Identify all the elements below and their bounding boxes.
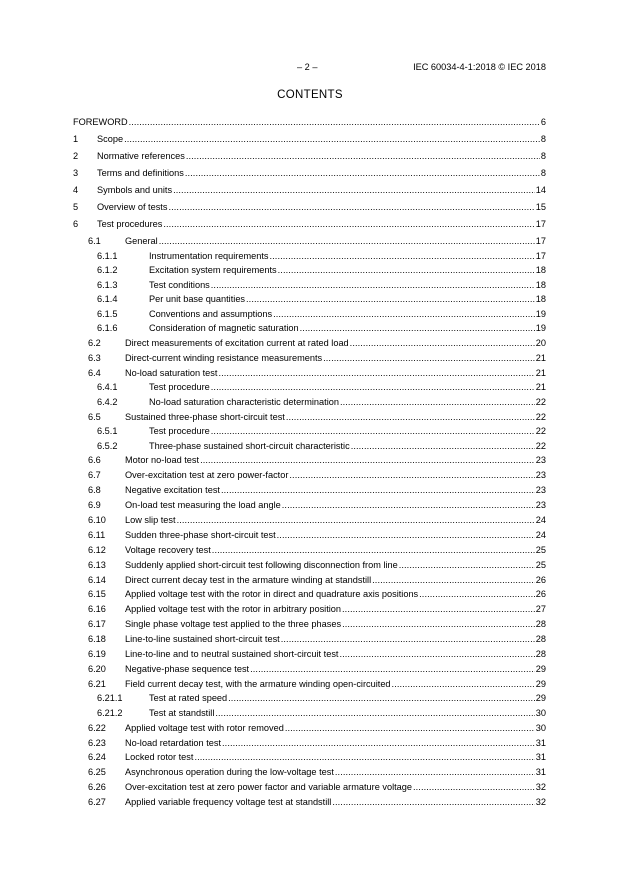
dot-leader [282, 500, 535, 511]
toc-entry-number: 6.16 [88, 604, 106, 615]
toc-entry-number: 6.20 [88, 663, 106, 674]
toc-entry-page: 28 [535, 619, 546, 630]
toc-entry[interactable] [73, 556, 546, 571]
toc-entry-title: Sudden three-phase short-circuit test [125, 529, 276, 540]
toc-entry-number: 6.5 [88, 411, 101, 422]
toc-entry-page: 28 [535, 649, 546, 660]
toc-entry-number: 6.27 [88, 797, 106, 808]
toc-entry-title: Test at rated speed [149, 693, 228, 704]
toc-entry-title: Overview of tests [97, 202, 168, 212]
toc-entry-number: 6.3 [88, 352, 101, 363]
dot-leader [177, 515, 535, 526]
toc-entry-page: 25 [535, 544, 546, 555]
toc-entry[interactable] [73, 481, 546, 496]
dot-leader [186, 151, 540, 162]
toc-entry-title: Terms and definitions [97, 168, 184, 178]
toc-entry-title: Direct-current winding resistance measurements [125, 352, 323, 363]
toc-entry-page: 6 [540, 117, 546, 127]
toc-entry-title: Over-excitation test at zero power-factor [125, 470, 289, 481]
toc-entry-page: 23 [535, 455, 546, 466]
toc-entry-page: 32 [535, 782, 546, 793]
toc-entry-page: 29 [535, 663, 546, 674]
dot-leader [340, 397, 535, 408]
toc-entry-number: 6.4.1 [97, 382, 118, 393]
toc-entry-page: 30 [535, 722, 546, 733]
toc-entry-page: 31 [535, 737, 546, 748]
toc-entry-number: 6.1.1 [97, 250, 118, 261]
toc-entry-number: 6.21.1 [97, 693, 123, 704]
toc-entry-number: 6.9 [88, 500, 101, 511]
toc-entry[interactable] [73, 349, 546, 364]
toc-entry-title: Negative excitation test [125, 485, 220, 496]
toc-entry[interactable] [73, 230, 546, 247]
toc-entry-number: 6.26 [88, 782, 106, 793]
toc-entry-page: 29 [535, 678, 546, 689]
toc-entry-page: 32 [535, 797, 546, 808]
toc-entry-number: 6.1.6 [97, 323, 118, 333]
dot-leader [222, 738, 535, 749]
toc-entry-title: Applied voltage test with rotor removed [125, 722, 284, 733]
toc-entry[interactable] [73, 615, 546, 630]
dot-leader [168, 202, 534, 213]
toc-entry-number: 6.18 [88, 634, 106, 645]
toc-entry-title: Applied variable frequency voltage test at standstill [125, 797, 332, 808]
dot-leader [218, 368, 534, 379]
dot-leader [342, 604, 535, 615]
toc-entry-page: 21 [535, 367, 546, 378]
toc-entry[interactable] [73, 408, 546, 423]
toc-entry-number: 6.19 [88, 649, 106, 660]
toc-entry[interactable] [73, 749, 546, 764]
toc-entry[interactable] [73, 763, 546, 778]
toc-entry-page: 14 [535, 185, 546, 195]
dot-leader [163, 219, 534, 230]
dot-leader [228, 693, 535, 704]
toc-entry[interactable] [73, 320, 546, 335]
toc-entry-title: Test procedure [149, 382, 210, 393]
dot-leader [339, 649, 534, 660]
dot-leader [212, 545, 535, 556]
dot-leader [332, 797, 534, 808]
toc-entry-title: Over-excitation test at zero power factor and variable armature voltage [125, 782, 412, 793]
dot-leader [413, 782, 535, 793]
toc-entry-title: Negative-phase sequence test [125, 663, 250, 674]
toc-entry-title: Low slip test [125, 515, 176, 526]
toc-entry-title: Voltage recovery test [125, 544, 211, 555]
dot-leader [215, 708, 534, 719]
dot-leader [289, 470, 534, 481]
toc-entry-number: 3 [73, 168, 79, 178]
toc-entry-title: Test at standstill [149, 707, 215, 718]
toc-entry-title: Excitation system requirements [149, 265, 277, 275]
toc-entry[interactable] [73, 466, 546, 481]
toc-entry[interactable] [73, 511, 546, 526]
toc-entry[interactable] [73, 128, 546, 145]
toc-entry-page: 19 [535, 323, 546, 333]
standard-reference: IEC 60034-4-1:2018 © IEC 2018 [413, 62, 546, 72]
toc-entry-title: Line-to-line and to neutral sustained short-circuit test [125, 649, 339, 660]
dot-leader [286, 412, 535, 423]
toc-entry[interactable] [73, 162, 546, 179]
toc-entry-title: No-load retardation test [125, 737, 222, 748]
toc-entry[interactable] [73, 305, 546, 320]
dot-leader [211, 280, 535, 291]
toc-entry[interactable] [73, 645, 546, 660]
toc-entry-number: 4 [73, 185, 79, 195]
toc-entry-number: 6.1.4 [97, 294, 118, 304]
toc-entry-page: 18 [535, 294, 546, 304]
dot-leader [351, 441, 535, 452]
toc-entry[interactable] [73, 145, 546, 162]
toc-entry-number: 6.1.2 [97, 265, 118, 275]
toc-entry-title: No-load saturation test [125, 367, 218, 378]
toc-entry[interactable] [73, 571, 546, 586]
toc-entry-title: Test procedures [97, 219, 163, 229]
toc-entry-title: Direct measurements of excitation current at rated load [125, 337, 349, 348]
toc-entry-page: 31 [535, 752, 546, 763]
toc-entry-number: 6.22 [88, 722, 106, 733]
dot-leader [335, 767, 535, 778]
page-title: CONTENTS [277, 89, 343, 101]
dot-leader [277, 530, 535, 541]
toc-entry[interactable] [73, 496, 546, 511]
toc-entry[interactable] [73, 437, 546, 452]
toc-entry-number: 6.14 [88, 574, 106, 585]
dot-leader [221, 485, 535, 496]
toc-entry-number: 6.4 [88, 367, 101, 378]
dot-leader [194, 752, 534, 763]
toc-entry-title: On-load test measuring the load angle [125, 500, 281, 511]
toc-entry[interactable] [73, 778, 546, 793]
toc-entry-number: 6.10 [88, 515, 106, 526]
toc-entry-number: 6.6 [88, 455, 101, 466]
dot-leader [270, 251, 535, 262]
toc-entry[interactable] [73, 675, 546, 690]
toc-entry-title: Three-phase sustained short-circuit characteristic [149, 440, 350, 451]
toc-entry[interactable] [73, 526, 546, 541]
toc-entry-page: 26 [535, 589, 546, 600]
toc-entry[interactable] [73, 111, 546, 128]
toc-entry-title: Symbols and units [97, 185, 173, 195]
toc-entry-page: 28 [535, 634, 546, 645]
toc-entry-title: Conventions and assumptions [149, 308, 273, 319]
toc-entry-number: 6.12 [88, 544, 106, 555]
toc-entry[interactable] [73, 734, 546, 749]
toc-entry-title: Sustained three-phase short-circuit test [125, 411, 285, 422]
dot-leader [285, 723, 535, 734]
toc-entry-number: 6.7 [88, 470, 101, 481]
toc-entry-page: 22 [535, 440, 546, 451]
toc-entry-title: Normative references [97, 151, 185, 161]
toc-entry-page: 30 [535, 707, 546, 718]
toc-entry[interactable] [73, 586, 546, 601]
toc-entry-number: 6.1.5 [97, 308, 118, 319]
toc-entry-page: 24 [535, 515, 546, 526]
toc-entry-page: 26 [535, 574, 546, 585]
toc-entry-title: General [125, 236, 158, 246]
toc-entry[interactable] [73, 541, 546, 556]
toc-entry-page: 19 [535, 308, 546, 319]
toc-entry-page: 18 [535, 265, 546, 275]
dot-leader [211, 426, 535, 437]
dot-leader [173, 185, 535, 196]
toc-entry-number: 6.24 [88, 752, 106, 763]
toc-entry-page: 23 [535, 470, 546, 481]
dot-leader [300, 323, 535, 334]
toc-entry-number: 6.5.2 [97, 440, 118, 451]
toc-entry-page: 15 [535, 202, 546, 212]
toc-entry[interactable] [73, 690, 546, 705]
dot-leader [250, 664, 535, 675]
toc-entry-number: 6 [73, 219, 79, 229]
toc-entry-number: 6.17 [88, 619, 106, 630]
toc-entry-page: 17 [535, 236, 546, 246]
toc-entry-page: 29 [535, 693, 546, 704]
dot-leader [323, 353, 535, 364]
toc-entry[interactable] [73, 379, 546, 394]
toc-entry[interactable] [73, 262, 546, 277]
toc-entry-page: 23 [535, 485, 546, 496]
toc-entry[interactable] [73, 423, 546, 438]
toc-entry-page: 18 [535, 279, 546, 290]
dot-leader [281, 634, 535, 645]
toc-entry-title: Motor no-load test [125, 455, 200, 466]
table-of-contents [73, 111, 546, 808]
toc-entry-title: Test procedure [149, 426, 210, 437]
toc-entry[interactable] [73, 364, 546, 379]
toc-entry-page: 22 [535, 426, 546, 437]
toc-entry-page: 20 [535, 337, 546, 348]
dot-leader [372, 575, 535, 586]
toc-entry-page: 8 [540, 168, 546, 178]
dot-leader [200, 455, 535, 466]
toc-entry-page: 27 [535, 604, 546, 615]
toc-entry-page: 22 [535, 396, 546, 407]
toc-entry-title: No-load saturation characteristic determination [149, 396, 339, 407]
toc-entry[interactable] [73, 660, 546, 675]
toc-entry-page: 8 [540, 151, 546, 161]
toc-entry-page: 23 [535, 500, 546, 511]
toc-entry-page: 21 [535, 382, 546, 393]
toc-entry-title: Test conditions [149, 279, 210, 290]
toc-entry-title: Consideration of magnetic saturation [149, 323, 299, 333]
dot-leader [392, 679, 535, 690]
toc-entry-number: 6.1.3 [97, 279, 118, 290]
toc-entry-page: 25 [535, 559, 546, 570]
toc-entry[interactable] [73, 179, 546, 196]
toc-entry[interactable] [73, 600, 546, 615]
dot-leader [159, 236, 535, 247]
dot-leader [342, 619, 535, 630]
toc-entry-number: 6.5.1 [97, 426, 118, 437]
toc-entry-number: 6.23 [88, 737, 106, 748]
dot-leader [399, 560, 535, 571]
toc-entry-number: 6.21.2 [97, 707, 123, 718]
toc-entry-number: 6.25 [88, 767, 106, 778]
toc-entry-number: 6.13 [88, 559, 106, 570]
toc-entry-title: Applied voltage test with the rotor in arbitrary position [125, 604, 342, 615]
toc-entry-title: Locked rotor test [125, 752, 194, 763]
toc-entry-number: 1 [73, 134, 79, 144]
dot-leader [124, 134, 540, 145]
toc-entry-title: Direct current decay test in the armature winding at standstill [125, 574, 372, 585]
toc-entry[interactable] [73, 393, 546, 408]
toc-entry[interactable] [73, 793, 546, 808]
dot-leader [350, 338, 535, 349]
toc-entry-number: 5 [73, 202, 79, 212]
toc-entry-page: 17 [535, 250, 546, 261]
dot-leader [273, 309, 535, 320]
dot-leader [246, 294, 535, 305]
toc-entry-page: 17 [535, 219, 546, 229]
toc-entry-title: Suddenly applied short-circuit test following disconnection from line [125, 559, 398, 570]
toc-entry-page: 8 [540, 134, 546, 144]
toc-entry-number: 6.15 [88, 589, 106, 600]
toc-entry-title: Single phase voltage test applied to the three phases [125, 619, 342, 630]
dot-leader [278, 265, 535, 276]
toc-entry-title: Asynchronous operation during the low-voltage test [125, 767, 334, 778]
toc-entry-title: Scope [97, 134, 124, 144]
dot-leader [419, 589, 535, 600]
toc-entry-title: Per unit base quantities [149, 294, 246, 304]
toc-entry-number: 2 [73, 151, 79, 161]
toc-entry-number: 6.21 [88, 678, 106, 689]
page-number: – 2 – [297, 62, 318, 72]
toc-entry-page: 24 [535, 529, 546, 540]
dot-leader [129, 117, 540, 128]
toc-entry[interactable] [73, 704, 546, 719]
toc-entry-title: Field current decay test, with the armature winding open-circuited [125, 678, 391, 689]
toc-entry[interactable] [73, 196, 546, 213]
toc-entry[interactable] [73, 630, 546, 645]
toc-entry-page: 22 [535, 411, 546, 422]
toc-entry-page: 21 [535, 352, 546, 363]
dot-leader [211, 382, 535, 393]
toc-entry[interactable] [73, 276, 546, 291]
toc-entry-page: 31 [535, 767, 546, 778]
toc-entry[interactable] [73, 291, 546, 306]
toc-entry-title: Line-to-line sustained short-circuit test [125, 634, 280, 645]
toc-entry-number: 6.11 [88, 529, 106, 540]
toc-entry-number: 6.2 [88, 337, 101, 348]
toc-entry-title: Applied voltage test with the rotor in direct and quadrature axis positions [125, 589, 419, 600]
toc-entry[interactable] [73, 719, 546, 734]
dot-leader [185, 168, 540, 179]
toc-entry-number: 6.4.2 [97, 396, 118, 407]
toc-entry-title: Instrumentation requirements [149, 250, 269, 261]
toc-entry[interactable] [73, 247, 546, 262]
toc-entry[interactable] [73, 452, 546, 467]
toc-entry[interactable] [73, 334, 546, 349]
toc-entry[interactable] [73, 213, 546, 230]
toc-entry-number: 6.8 [88, 485, 101, 496]
toc-entry-number: 6.1 [88, 236, 101, 246]
toc-entry-title: FOREWORD [73, 117, 128, 127]
